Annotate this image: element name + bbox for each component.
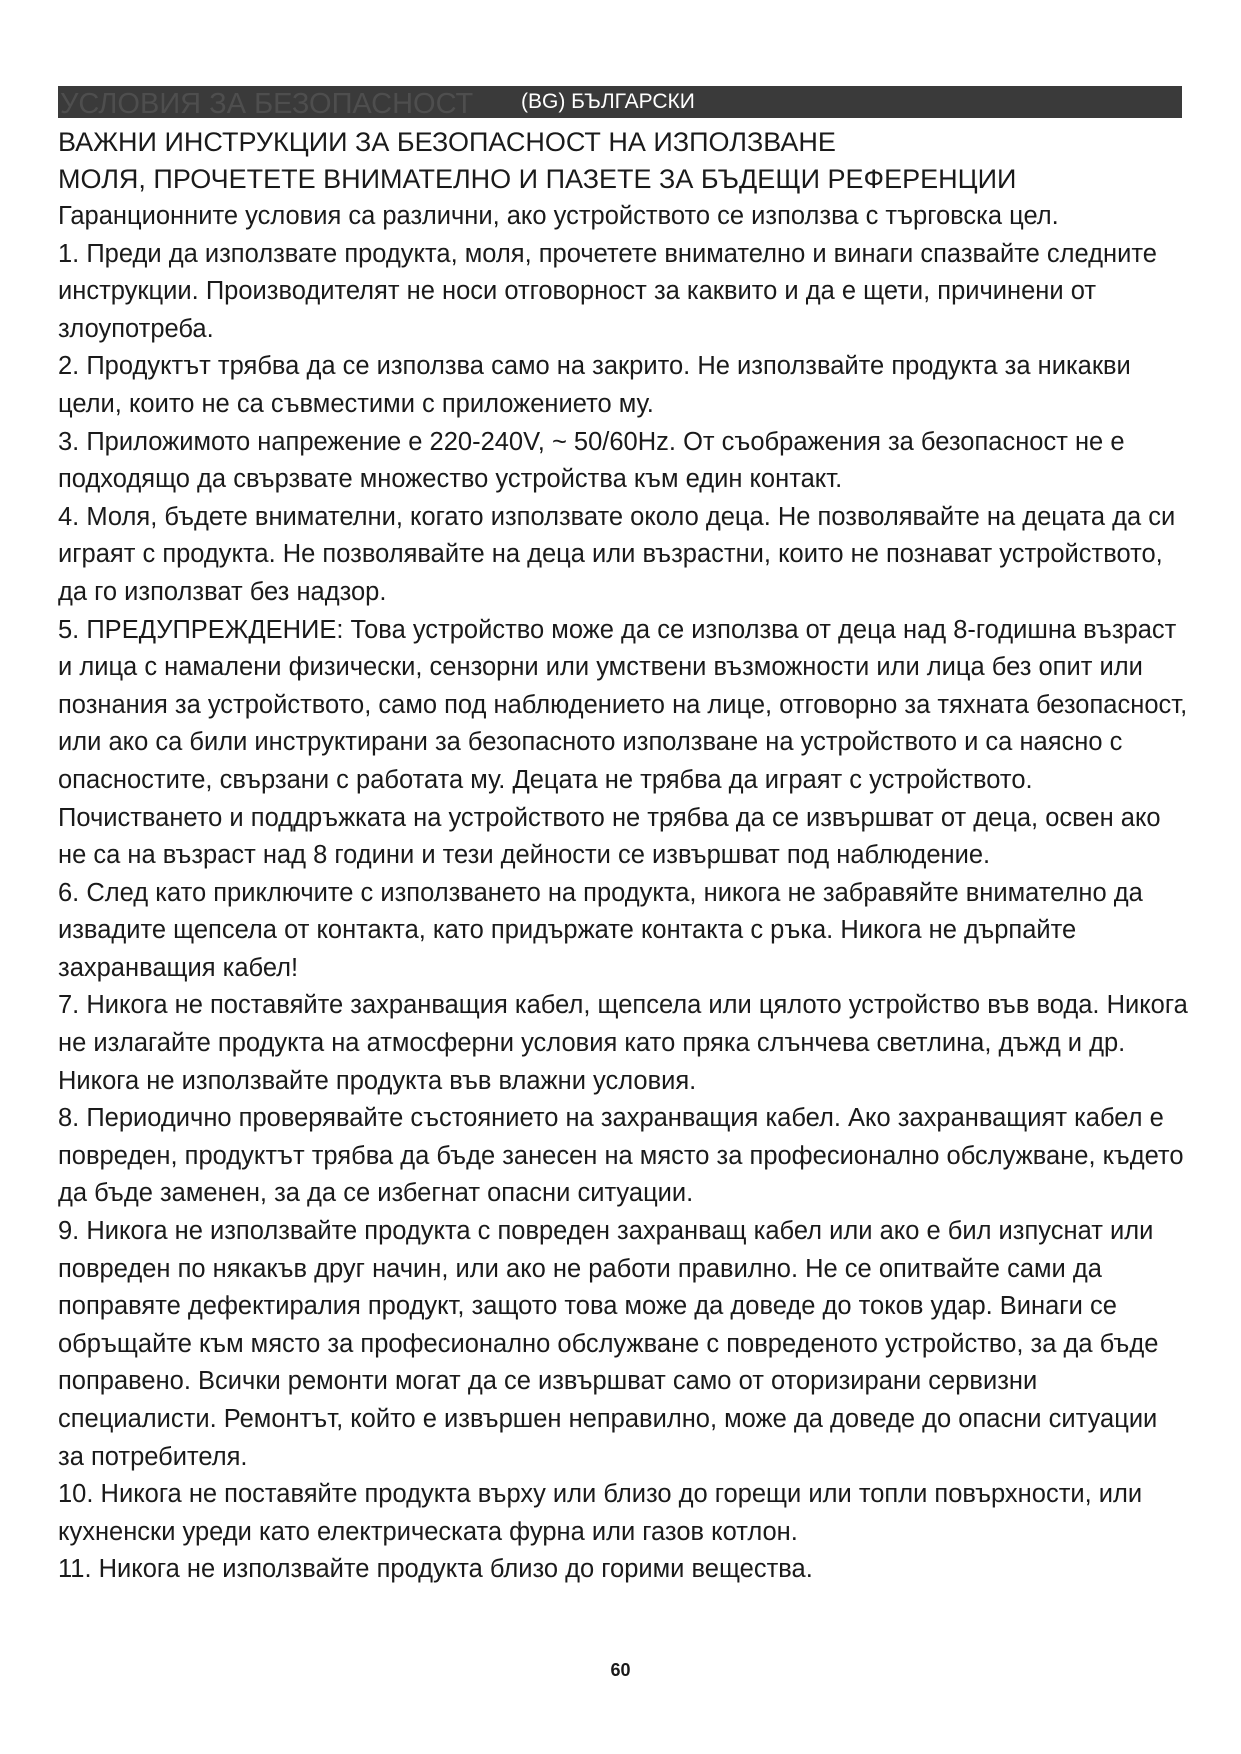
heading-safety-instructions: ВАЖНИ ИНСТРУКЦИИ ЗА БЕЗОПАСНОСТ НА ИЗПОЛЗВАНЕ [58,127,836,157]
instruction-item-10: 10. Никога не поставяйте продукта върху или близо до горещи или топли повърхности, или кухненски уреди като електрическата фурна или газов котлон. [58,1480,1143,1546]
instruction-item-11: 11. Никога не използвайте продукта близо до горими вещества. [58,1555,813,1584]
document-body [58,124,1188,1589]
instruction-item-6: 6. След като приключите с използването на продукта, никога не забравяйте внимателно да извадите щепсела от контакта, като придържате контакта с ръка. Никога не дърпайте захранващия кабел! [58,878,1143,982]
instruction-item-3: 3. Приложимото напрежение е 220-240V, ~ 50/60Hz. От съображения за безопасност не е подходящо да свързвате множество устройства към един контакт. [58,427,1125,494]
heading-read-carefully: МОЛЯ, ПРОЧЕТЕТЕ ВНИМАТЕЛНО И ПАЗЕТЕ ЗА БЪДЕЩИ РЕФЕРЕНЦИИ [58,164,1017,194]
instruction-item-4: 4. Моля, бъдете внимателни, когато използвате около деца. Не позволявайте на децата да си играят с продукта. Не позволявайте на деца или възрастни, които не познават устройството, да го използват без надзор. [58,502,1176,606]
language-label: (BG) БЪЛГАРСКИ [521,90,695,113]
instruction-item-7: 7. Никога не поставяйте захранващия кабел, щепсела или цялото устройство във вода. Никога не излагайте продукта на атмосферни условия като пряка слънчева светлина, дъжд и др. Никога не използвайте продукта във влажни условия. [58,991,1188,1095]
instruction-item-5: 5. ПРЕДУПРЕЖДЕНИЕ: Това устройство може да се използва от деца над 8-годишна възраст и лица с намалени физически, сензорни или умствени възможности или лица без опит или познания за устройството, само под наблюдението на лице, отговорно за тяхната безопасност, или ако са били инструктирани за безопасното използване на устройството и са наясно с опасностите, свързани с работата му. Децата не трябва да играят с устройството. Почистването и поддръжката на устройството не трябва да се извършват от деца, освен ако не са на възраст над 8 години и тези дейности се извършват под наблюдение. [58,615,1188,870]
header-bar [58,86,1182,118]
intro-paragraph: Гаранционните условия са различни, ако устройството се използва с търговска цел. [58,202,1059,230]
instruction-item-8: 8. Периодично проверявайте състоянието на захранващия кабел. Ако захранващият кабел е повреден, продуктът трябва да бъде занесен на място за професионално обслужване, където да бъде заменен, за да се избегнат опасни ситуации. [58,1104,1184,1208]
instruction-item-9: 9. Никога не използвайте продукта с повреден захранващ кабел или ако е бил изпуснат или повреден по някакъв друг начин, или ако не работи правилно. Не се опитвайте сами да поправяте дефектиралия продукт, защото това може да доведе до токов удар. Винаги се обръщайте към място за професионално обслужване с повреденото устройство, за да бъде поправено. Всички ремонти могат да се извършват само от оторизирани сервизни специалисти. Ремонтът, който е извършен неправилно, може да доведе до опасни ситуации за потребителя. [58,1217,1159,1471]
section-title: УСЛОВИЯ ЗА БЕЗОПАСНОСТ [60,88,474,120]
page-number: 60 [610,1660,631,1680]
instruction-item-2: 2. Продуктът трябва да се използва само на закрито. Не използвайте продукта за никакви цели, които не са съвместими с приложението му. [58,352,1131,418]
instruction-item-1: 1. Преди да използвате продукта, моля, прочетете внимателно и винаги спазвайте следните инструкции. Производителят не носи отговорност за каквито и да е щети, причинени от злоупотреба. [58,239,1157,343]
